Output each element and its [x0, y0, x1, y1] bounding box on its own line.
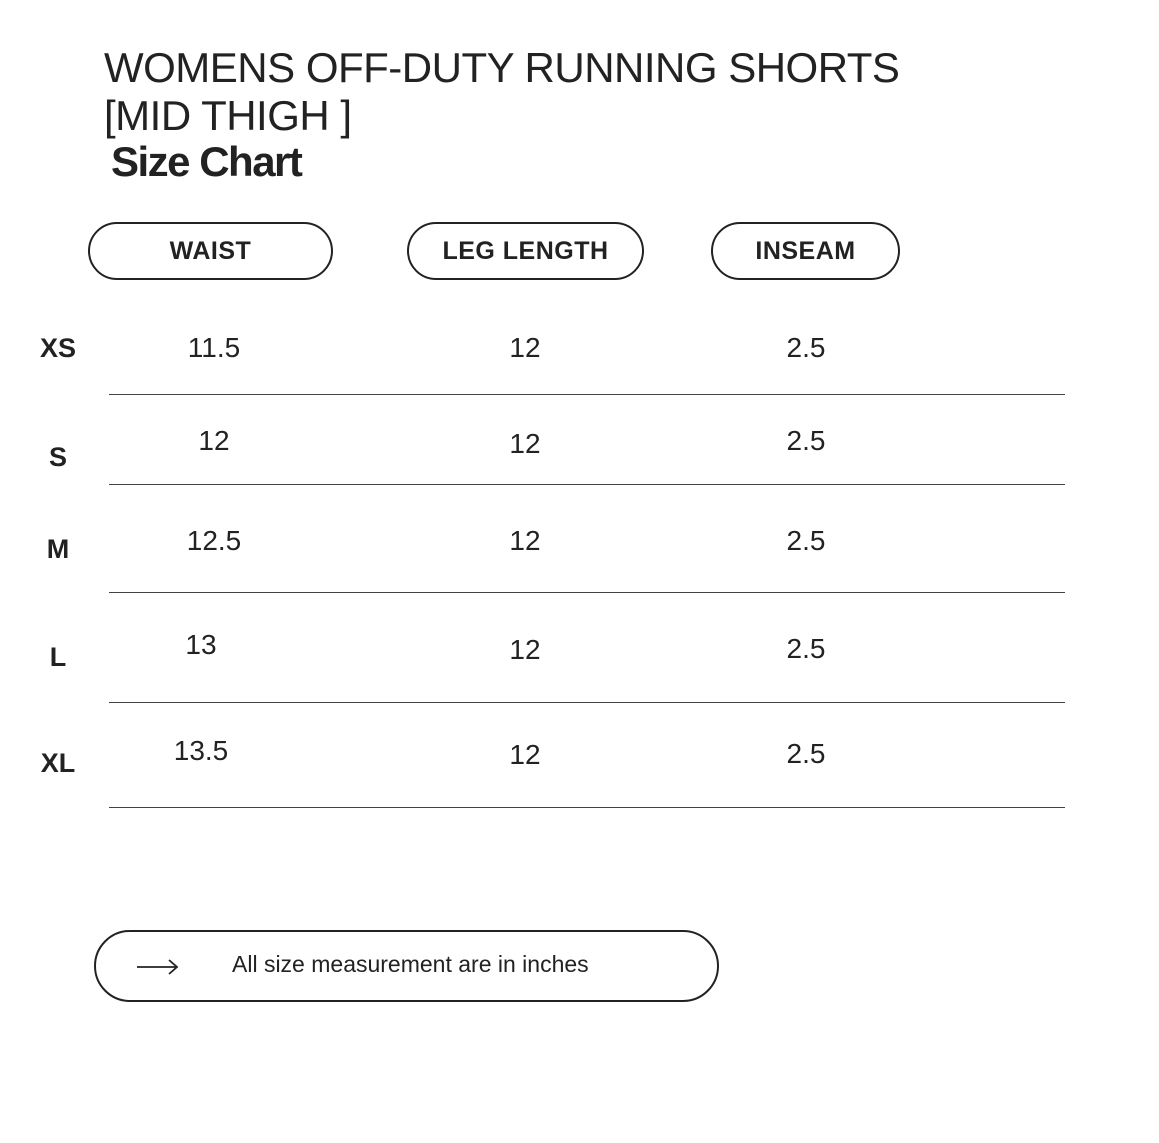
inseam-value-xl: 2.5: [786, 738, 826, 769]
column-header-waist: WAIST: [88, 222, 333, 280]
arrow-right-icon: [136, 956, 180, 978]
waist-value-l: 13: [185, 629, 217, 660]
row-divider: [109, 592, 1065, 593]
waist-value-xl: 13.5: [173, 735, 229, 766]
page-title-line-2: [MID THIGH ]: [104, 92, 352, 139]
inseam-value-l: 2.5: [786, 633, 826, 664]
leg-length-value-xl: 12: [509, 739, 541, 770]
row-divider: [109, 484, 1065, 485]
waist-value-xs: 11.5: [187, 332, 241, 363]
waist-value-m: 12.5: [186, 525, 242, 556]
size-label-l: L: [49, 642, 67, 672]
size-label-s: S: [48, 442, 67, 472]
column-header-inseam: INSEAM: [711, 222, 900, 280]
inseam-value-xs: 2.5: [786, 332, 826, 363]
size-label-xl: XL: [40, 748, 76, 778]
leg-length-value-s: 12: [509, 428, 541, 459]
inseam-value-m: 2.5: [786, 525, 826, 556]
leg-length-value-m: 12: [509, 525, 541, 556]
column-header-leg-length: LEG LENGTH: [407, 222, 644, 280]
leg-length-value-l: 12: [509, 634, 541, 665]
size-chart-heading: Size Chart: [111, 138, 302, 185]
size-label-m: M: [46, 534, 70, 564]
row-divider: [109, 807, 1065, 808]
waist-value-s: 12: [198, 425, 230, 456]
row-divider: [109, 702, 1065, 703]
measurement-note-text: All size measurement are in inches: [232, 951, 589, 977]
measurement-note: [94, 930, 719, 1002]
inseam-value-s: 2.5: [786, 425, 826, 456]
row-divider: [109, 394, 1065, 395]
page-title-line-1: WOMENS OFF-DUTY RUNNING SHORTS: [104, 44, 900, 91]
size-label-xs: XS: [39, 333, 77, 363]
leg-length-value-xs: 12: [509, 332, 541, 363]
